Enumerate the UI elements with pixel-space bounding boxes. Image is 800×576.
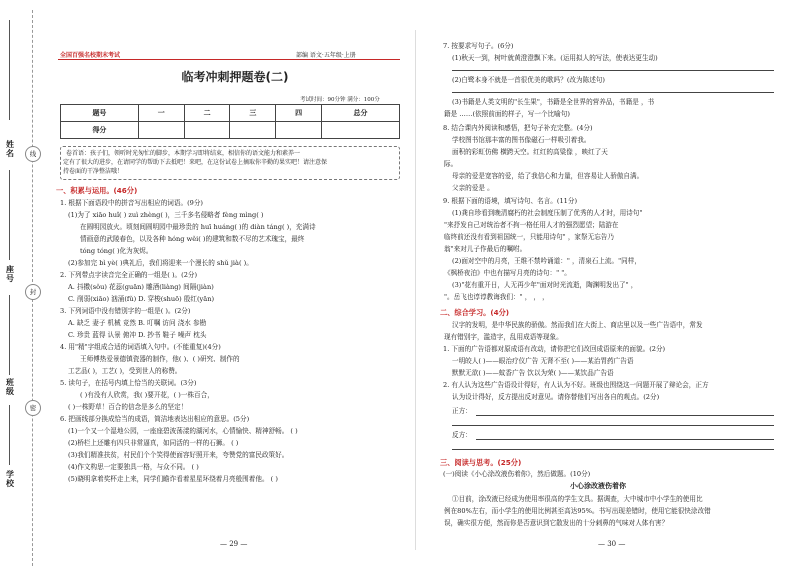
paragraph-line: 汉字的发明，是中华民族的骄傲。然而我们在大街上、商店里以及一些广告语中，常发 — [452, 321, 703, 329]
paragraph-line: ①目前，涂改液已经成为使用率很高的学生文具。据调查，大中城市中小学生的使用比 — [452, 495, 703, 503]
question-text: 4. 用"精"字组成合适的词语填入句中。(不能重复)(4分) — [60, 343, 221, 351]
paragraph-line: 现有错别字，滥造字，乱用成语等现象。 — [444, 333, 563, 341]
time-info: 考试时间：90分钟 满分：100分 — [300, 97, 380, 103]
con-answer-line[interactable] — [476, 439, 774, 440]
question-text: 2. 有人认为这些广告语设计得好，有人认为不好。班级也围绕这一问题开展了辩论会，正方 — [443, 381, 709, 389]
section-heading: 三、阅读与思考。(25分) — [440, 458, 522, 467]
question-text: (2)参加完 bì yè( )典礼后，我们将迎来一个漫长的 shǔ jià( )。 — [68, 259, 253, 267]
question-text: 《枫桥夜泊》中也有描写月亮的诗句：" "。 — [444, 269, 571, 277]
school-underline — [9, 405, 10, 465]
question-text: 母亲的爱是宽容的爱，给了我信心和力量，但容易让人骄傲自满。 — [452, 172, 644, 180]
question-text: "来抒发自己对统治者不拘一格任用人才的强烈愿望；陆游在 — [444, 221, 619, 229]
pro-side-label: 正方： — [452, 407, 472, 415]
question-text: 7. 按要求写句子。(6分) — [443, 42, 514, 50]
page-divider — [415, 30, 416, 550]
school-label: 学校 — [6, 470, 14, 488]
header-info: 部编 语文·五年级·上册 — [296, 52, 356, 59]
page-number: — 30 — — [598, 540, 626, 548]
question-text: 父亲的爱是 。 — [452, 184, 494, 192]
table-cell: 得分 — [61, 122, 139, 139]
score-input-cell[interactable] — [276, 122, 322, 139]
question-text: (2)桥栏上还雕有四只非常逼真，如同活的一样的石狮。 ( ) — [68, 439, 239, 447]
score-input-cell[interactable] — [184, 122, 230, 139]
paragraph-line: 误，确实很方便，然而你是否意识到它散发出的十分刺鼻的气味对人体有害？ — [444, 519, 669, 527]
answer-line[interactable] — [452, 92, 774, 93]
option-row: C. 削弱(xiāo) 汹涌(fǔ) D. 穿梭(shuō) 殷红(yān) — [68, 295, 215, 303]
reading-title: 小心涂改液伤着你 — [570, 482, 626, 490]
question-text: 2. 下列带点字读音完全正确的一组是( )。(2分) — [60, 271, 198, 279]
answer-line[interactable] — [452, 449, 774, 450]
question-text: 籍是 ……(依照前面的样子，写一个比喻句) — [444, 110, 570, 118]
question-text: (3)书籍是人类文明的"长生果"，书籍是全世界的营养品，书籍是 ，书 — [452, 98, 655, 106]
question-text: 一明皎人( )——眼治疗仪广告 无肾不至( )——某治胃药广告语 — [452, 357, 634, 365]
dense-mark: 密 — [25, 400, 41, 416]
option-row: C. 珍贵 蓝得 认景 俯冲 D. 抄书 鞋子 噪声 枕头 — [68, 331, 207, 339]
question-text: (1)为了 xiāo huǐ( ) zuì zhèng( )，三千多名侵略者 fèng mìng( ) — [68, 211, 264, 219]
question-text: 情画意的武陵春色，以及各种 hóng wěi( )的建筑和数不尽的艺术瑰宝，最终 — [80, 235, 305, 243]
section-heading: 二、综合学习。(4分) — [440, 308, 510, 317]
question-text: 际。 — [444, 160, 458, 168]
line-mark: 线 — [25, 146, 41, 162]
question-text: (1)龚自珍看到晚清腐朽的社会制度压制了优秀的人才时，用诗句" — [452, 209, 643, 217]
question-text: tóng tóng( )化为灰烬。 — [80, 247, 153, 255]
option-row: A. 抖擞(sǒu) 花蕊(guān) 雕酒(liàng) 间隔(jiàn) — [68, 283, 214, 291]
seal-mark: 封 — [25, 284, 41, 300]
score-table — [60, 104, 400, 139]
question-text: 6. 把画线部分换成恰当的成语，简洁地表达出相应的意思。(5分) — [60, 415, 250, 423]
question-text: 翁"来对儿子作最后的嘱咐。 — [444, 245, 527, 253]
question-text: 认为设计得好，反方提出反对意见。请你替他们写出各自的观点。(2分) — [452, 393, 660, 401]
question-text: ( )有没有人欣赏，我( )要开花，( )一株百合， — [80, 391, 214, 399]
answer-line[interactable] — [452, 425, 774, 426]
question-text: (1)秋天一到，树叶就黄澄澄飘下来。(运用拟人的写法，使表达更生动) — [452, 54, 658, 62]
question-text: 王师傅热爱景德镇瓷器的制作，他( )、( )研究、制作的 — [80, 355, 240, 363]
question-text: ( )一株野草！百合的信念是多么的坚定！ — [68, 403, 188, 411]
answer-line[interactable] — [452, 70, 774, 71]
question-text: 1. 根据下面语段中的拼音写出相应的词语。(9分) — [60, 199, 204, 207]
name-underline — [9, 20, 10, 120]
header-tag: 全国百强名校期末考试 — [60, 52, 121, 59]
table-cell: 题号 — [61, 105, 139, 122]
question-text: (3)"花有重开日，人无再少年"面对时光流逝，陶渊明发出了" ， — [452, 281, 638, 289]
notice-line: 定有了很大的进步，在请同学的帮助下去抵吧！来吧，在这份试卷上摘取你辛勤的果实吧！请注意保 — [63, 159, 328, 166]
table-row — [61, 122, 400, 139]
score-input-cell[interactable] — [138, 122, 184, 139]
question-text: 工艺品( )，工艺( )，受到世人的称赞。 — [68, 367, 182, 375]
option-row: A. 缺乏 妻子 机械 竞然 B. 叮嘱 访问 浇水 参勘 — [68, 319, 207, 327]
question-text: (1)一个又一个湿地公园，一座座碧波荡漾的湖河水，心情愉快、精神舒畅。 ( ) — [68, 427, 298, 435]
question-text: 面积的彩虹仿佛 横跨天空。红红的高粱像 ，映红了天 — [452, 148, 608, 156]
question-text: (3)我们精准扶贫，村民们个个笑得使面容好照开来，夸赞党的富民政策好。 — [68, 451, 289, 459]
question-text: 5. 读句子，在括号内填上恰当的关联词。(3分) — [60, 379, 197, 387]
table-cell: 三 — [230, 105, 276, 122]
question-text: 在圆明园放火。顷刻间圆明园中最珍贵的 huī huáng( )的 diàn táng( )，充满诗 — [80, 223, 316, 231]
question-text: 临终前还没有看到祖国统一，只能用诗句" ，家祭无忘告乃 — [444, 233, 614, 241]
question-text: 3. 下列词语中没有错别字的一组是( )。(2分) — [60, 307, 191, 315]
question-text: (一)阅读《小心涂改液伤着你》，然后做题。(10分) — [443, 470, 591, 478]
pro-answer-line[interactable] — [476, 415, 774, 416]
class-label: 班级 — [6, 378, 14, 396]
score-input-cell[interactable] — [230, 122, 276, 139]
seat-underline — [9, 170, 10, 260]
binding-gutter — [0, 0, 48, 576]
question-text: (4)作文构思一定要独具一格，与众不同。 ( ) — [68, 463, 199, 471]
table-cell: 总分 — [322, 105, 400, 122]
page-number: — 29 — — [220, 540, 248, 548]
question-text: 默默无欲( )——蚊香广告 饮以为荣( )——某饮品广告语 — [452, 369, 614, 377]
seat-label: 座号 — [6, 265, 14, 283]
score-input-cell[interactable] — [322, 122, 400, 139]
table-cell: 四 — [276, 105, 322, 122]
question-text: 9. 根据下面的语境，填写诗句、名言。(11分) — [443, 197, 578, 205]
class-underline — [9, 295, 10, 375]
question-text: (2)面对空中的月亮，王维不禁吟诵道：" ，清泉石上流。"同样， — [452, 257, 641, 265]
paragraph-line: 例在80%左右，而小学生的使用比例甚至高达95%。书写出现差错时，使用它能很快涂改错 — [444, 507, 711, 515]
table-cell: 二 — [184, 105, 230, 122]
question-text: "。岳飞也谆谆教诲我们：" ， ， ， — [444, 293, 549, 301]
page-title: 临考冲刺押题卷(二) — [181, 70, 289, 84]
notice-line: 持卷面的干净整洁哦！ — [63, 168, 124, 175]
section-heading: 一、积累与运用。(46分) — [56, 186, 138, 195]
table-row — [61, 105, 400, 122]
question-text: 8. 结合课内外阅读和感悟，把句子补充完整。(4分) — [443, 124, 593, 132]
question-text: (2)白鹭本身不就是一首很优美的歌吗？(改为陈述句) — [452, 76, 605, 84]
table-cell: 一 — [138, 105, 184, 122]
header-rule — [58, 59, 400, 60]
con-side-label: 反方： — [452, 431, 472, 439]
notice-line: 卷首语：孩子们，领听时光匆忙的脚步，本期学习即将结束，相信你的语文能力和素养一 — [66, 150, 301, 157]
question-text: 1. 下面的广告语都对原成语有改动，请你把它们改回成语原来的面貌。(2分) — [443, 345, 666, 353]
question-text: 学校图书馆那丰富的图书像磁石一样吸引着我。 — [452, 136, 591, 144]
name-label: 姓名 — [6, 140, 14, 158]
question-text: (5)晓明拿着奖杯走上来，同学们瞻诈看着星星环绕着月亮般围着他。 ( ) — [68, 475, 278, 483]
